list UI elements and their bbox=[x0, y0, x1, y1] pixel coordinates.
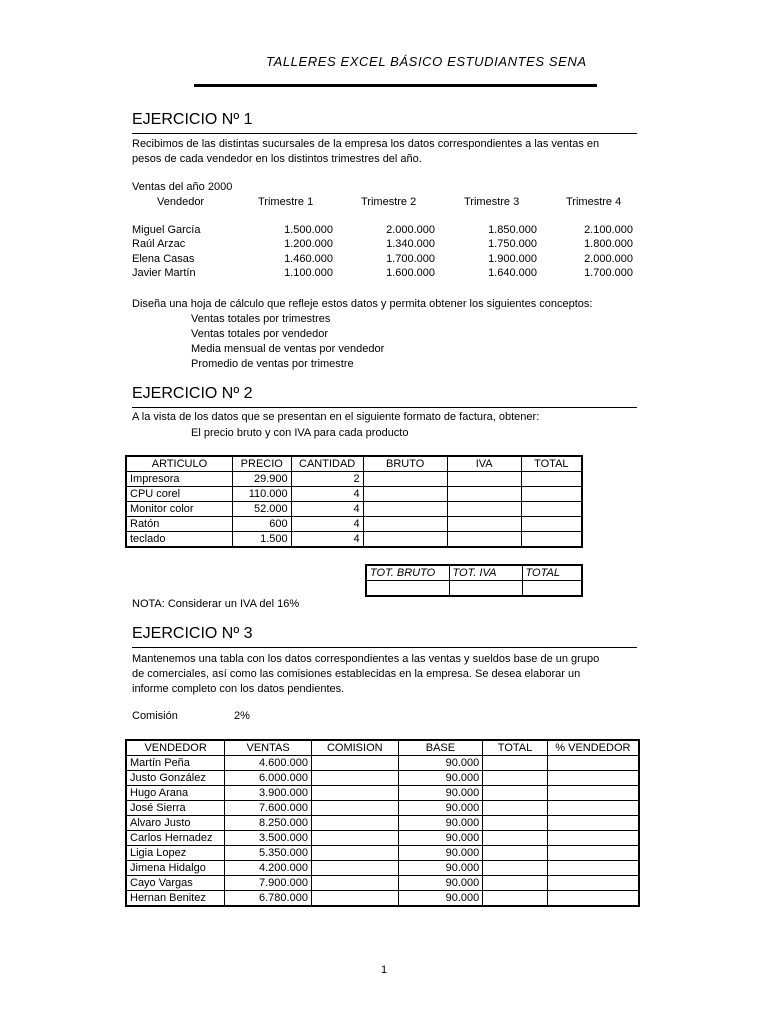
cell-porcentaje bbox=[547, 876, 639, 891]
cell-vendedor: Martín Peña bbox=[126, 756, 225, 771]
table-row bbox=[126, 891, 639, 907]
cell-base: 90.000 bbox=[398, 861, 483, 876]
list-item: Promedio de ventas por trimestre bbox=[191, 358, 354, 370]
cell-total bbox=[521, 517, 582, 532]
column-header-trimestre-2: Trimestre 2 bbox=[361, 196, 417, 208]
totals-header-bruto: TOT. BRUTO bbox=[366, 565, 449, 581]
total-cell bbox=[522, 581, 582, 597]
column-header-vendedor: Vendedor bbox=[157, 196, 205, 208]
cell-comision bbox=[311, 861, 398, 876]
cell-precio: 1.500 bbox=[232, 532, 291, 548]
table-header-row bbox=[126, 740, 639, 756]
table-row bbox=[126, 846, 639, 861]
sales-value: 1.800.000 bbox=[584, 238, 633, 250]
exercise-1-task: Diseña una hoja de cálculo que refleje estos datos y permita obtener los siguientes conceptos: bbox=[132, 298, 593, 310]
cell-iva bbox=[447, 517, 521, 532]
cell-base: 90.000 bbox=[398, 876, 483, 891]
cell-iva bbox=[447, 502, 521, 517]
column-header: TOTAL bbox=[521, 456, 582, 472]
table-row bbox=[126, 831, 639, 846]
cell-base: 90.000 bbox=[398, 846, 483, 861]
sales-value: 1.700.000 bbox=[584, 267, 633, 279]
table-row bbox=[126, 756, 639, 771]
table-row bbox=[126, 487, 582, 502]
seller-name: Javier Martín bbox=[132, 267, 196, 279]
cell-vendedor: Justo González bbox=[126, 771, 225, 786]
page-number: 1 bbox=[380, 964, 388, 976]
exercise-2-note: NOTA: Considerar un IVA del 16% bbox=[132, 598, 300, 610]
table-row bbox=[126, 517, 582, 532]
exercise-2-intro: A la vista de los datos que se presentan en el siguiente formato de factura, obtener: bbox=[132, 411, 540, 423]
cell-porcentaje bbox=[547, 801, 639, 816]
exercise-2-rule bbox=[132, 407, 637, 408]
total-bruto-cell bbox=[366, 581, 449, 597]
cell-bruto bbox=[363, 487, 447, 502]
column-header: VENDEDOR bbox=[126, 740, 225, 756]
exercise-1-intro-line-1: Recibimos de las distintas sucursales de la empresa los datos correspondientes a las ventas en bbox=[132, 138, 600, 150]
exercise-3-intro-line-2: de comerciales, así como las comisiones establecidas en la empresa. Se desea elaborar un bbox=[132, 668, 581, 680]
totals-header-total: TOTAL bbox=[522, 565, 582, 581]
column-header: BRUTO bbox=[363, 456, 447, 472]
column-header-trimestre-4: Trimestre 4 bbox=[566, 196, 622, 208]
cell-iva bbox=[447, 487, 521, 502]
sales-value: 1.460.000 bbox=[284, 253, 333, 265]
sales-value: 1.700.000 bbox=[386, 253, 435, 265]
column-header-trimestre-3: Trimestre 3 bbox=[464, 196, 520, 208]
cell-ventas: 3.900.000 bbox=[225, 786, 312, 801]
sales-value: 1.900.000 bbox=[488, 253, 537, 265]
cell-comision bbox=[311, 876, 398, 891]
cell-total bbox=[521, 472, 582, 487]
cell-vendedor: Ligia Lopez bbox=[126, 846, 225, 861]
cell-ventas: 7.600.000 bbox=[225, 801, 312, 816]
cell-vendedor: Hugo Arana bbox=[126, 786, 225, 801]
table-row bbox=[126, 876, 639, 891]
table-row bbox=[126, 502, 582, 517]
sales-value: 2.100.000 bbox=[584, 224, 633, 236]
cell-base: 90.000 bbox=[398, 831, 483, 846]
cell-base: 90.000 bbox=[398, 771, 483, 786]
cell-comision bbox=[311, 786, 398, 801]
cell-comision bbox=[311, 756, 398, 771]
cell-cantidad: 4 bbox=[291, 502, 363, 517]
seller-name: Elena Casas bbox=[132, 253, 195, 265]
seller-name: Miguel García bbox=[132, 224, 201, 236]
header-rule bbox=[194, 84, 597, 87]
cell-vendedor: Carlos Hernadez bbox=[126, 831, 225, 846]
total-iva-cell bbox=[449, 581, 522, 597]
table-row bbox=[126, 861, 639, 876]
cell-bruto bbox=[363, 532, 447, 548]
commission-value: 2% bbox=[234, 710, 250, 722]
cell-base: 90.000 bbox=[398, 801, 483, 816]
invoice-totals-table bbox=[365, 564, 583, 597]
column-header: PRECIO bbox=[232, 456, 291, 472]
column-header: CANTIDAD bbox=[291, 456, 363, 472]
table-row bbox=[126, 801, 639, 816]
cell-total bbox=[521, 487, 582, 502]
cell-total bbox=[483, 756, 548, 771]
cell-porcentaje bbox=[547, 756, 639, 771]
cell-ventas: 6.780.000 bbox=[225, 891, 312, 907]
totals-header-iva: TOT. IVA bbox=[449, 565, 522, 581]
cell-base: 90.000 bbox=[398, 786, 483, 801]
cell-cantidad: 4 bbox=[291, 517, 363, 532]
list-item: Media mensual de ventas por vendedor bbox=[191, 343, 385, 355]
cell-ventas: 5.350.000 bbox=[225, 846, 312, 861]
sales-value: 1.750.000 bbox=[488, 238, 537, 250]
sales-value: 2.000.000 bbox=[386, 224, 435, 236]
sales-value: 1.850.000 bbox=[488, 224, 537, 236]
cell-vendedor: Hernan Benitez bbox=[126, 891, 225, 907]
cell-ventas: 7.900.000 bbox=[225, 876, 312, 891]
cell-ventas: 8.250.000 bbox=[225, 816, 312, 831]
cell-iva bbox=[447, 532, 521, 548]
cell-total bbox=[483, 876, 548, 891]
exercise-2-sub: El precio bruto y con IVA para cada producto bbox=[191, 427, 409, 439]
cell-articulo: teclado bbox=[126, 532, 232, 548]
sales-year-label: Ventas del año 2000 bbox=[132, 181, 233, 193]
table-row bbox=[126, 786, 639, 801]
cell-total bbox=[521, 502, 582, 517]
cell-comision bbox=[311, 846, 398, 861]
cell-comision bbox=[311, 816, 398, 831]
cell-iva bbox=[447, 472, 521, 487]
exercise-3-rule bbox=[132, 647, 637, 648]
cell-base: 90.000 bbox=[398, 816, 483, 831]
sales-value: 1.600.000 bbox=[386, 267, 435, 279]
cell-base: 90.000 bbox=[398, 891, 483, 907]
totals-header-row bbox=[366, 565, 582, 581]
cell-total bbox=[483, 846, 548, 861]
exercise-3-intro-line-1: Mantenemos una tabla con los datos correspondientes a las ventas y sueldos base de un grupo bbox=[132, 653, 600, 665]
table-row bbox=[126, 816, 639, 831]
cell-precio: 110.000 bbox=[232, 487, 291, 502]
cell-cantidad: 4 bbox=[291, 532, 363, 548]
cell-articulo: Impresora bbox=[126, 472, 232, 487]
sales-value: 2.000.000 bbox=[584, 253, 633, 265]
table-row bbox=[126, 472, 582, 487]
cell-total bbox=[521, 532, 582, 548]
exercise-1-rule bbox=[132, 133, 637, 134]
cell-articulo: Monitor color bbox=[126, 502, 232, 517]
cell-ventas: 4.200.000 bbox=[225, 861, 312, 876]
sales-value: 1.340.000 bbox=[386, 238, 435, 250]
cell-porcentaje bbox=[547, 786, 639, 801]
sales-value: 1.640.000 bbox=[488, 267, 537, 279]
cell-articulo: Ratón bbox=[126, 517, 232, 532]
column-header: COMISION bbox=[311, 740, 398, 756]
cell-total bbox=[483, 786, 548, 801]
cell-bruto bbox=[363, 517, 447, 532]
cell-comision bbox=[311, 801, 398, 816]
exercise-2-title: EJERCICIO Nº 2 bbox=[132, 385, 253, 402]
totals-value-row bbox=[366, 581, 582, 597]
list-item: Ventas totales por trimestres bbox=[191, 313, 331, 325]
table-row bbox=[126, 532, 582, 548]
column-header: VENTAS bbox=[225, 740, 312, 756]
seller-name: Raúl Arzac bbox=[132, 238, 186, 250]
sales-value: 1.100.000 bbox=[284, 267, 333, 279]
cell-porcentaje bbox=[547, 846, 639, 861]
cell-porcentaje bbox=[547, 831, 639, 846]
exercise-1-items bbox=[191, 312, 384, 372]
cell-porcentaje bbox=[547, 891, 639, 907]
cell-porcentaje bbox=[547, 771, 639, 786]
sales-value: 1.200.000 bbox=[284, 238, 333, 250]
cell-total bbox=[483, 891, 548, 907]
commission-label: Comisión bbox=[132, 710, 178, 722]
cell-porcentaje bbox=[547, 861, 639, 876]
cell-precio: 600 bbox=[232, 517, 291, 532]
cell-vendedor: Jimena Hidalgo bbox=[126, 861, 225, 876]
exercise-3-intro-line-3: informe completo con los datos pendientes. bbox=[132, 683, 345, 695]
column-header: TOTAL bbox=[483, 740, 548, 756]
cell-vendedor: José Sierra bbox=[126, 801, 225, 816]
column-header: IVA bbox=[447, 456, 521, 472]
invoice-table bbox=[125, 455, 583, 548]
column-header: BASE bbox=[398, 740, 483, 756]
cell-comision bbox=[311, 891, 398, 907]
exercise-3-title: EJERCICIO Nº 3 bbox=[132, 625, 253, 642]
column-header-trimestre-1: Trimestre 1 bbox=[258, 196, 314, 208]
cell-cantidad: 2 bbox=[291, 472, 363, 487]
document-header-title: TALLERES EXCEL BÁSICO ESTUDIANTES SENA bbox=[266, 54, 587, 69]
cell-total bbox=[483, 861, 548, 876]
cell-bruto bbox=[363, 502, 447, 517]
cell-precio: 52.000 bbox=[232, 502, 291, 517]
column-header: % VENDEDOR bbox=[547, 740, 639, 756]
table-row bbox=[126, 771, 639, 786]
column-header: ARTICULO bbox=[126, 456, 232, 472]
cell-cantidad: 4 bbox=[291, 487, 363, 502]
cell-bruto bbox=[363, 472, 447, 487]
cell-ventas: 3.500.000 bbox=[225, 831, 312, 846]
exercise-1-intro-line-2: pesos de cada vendedor en los distintos trimestres del año. bbox=[132, 153, 422, 165]
cell-porcentaje bbox=[547, 816, 639, 831]
cell-vendedor: Cayo Vargas bbox=[126, 876, 225, 891]
cell-vendedor: Alvaro Justo bbox=[126, 816, 225, 831]
table-header-row bbox=[126, 456, 582, 472]
cell-total bbox=[483, 801, 548, 816]
cell-comision bbox=[311, 831, 398, 846]
exercise-1-title: EJERCICIO Nº 1 bbox=[132, 111, 253, 128]
commissions-table bbox=[125, 739, 640, 907]
list-item: Ventas totales por vendedor bbox=[191, 328, 328, 340]
cell-articulo: CPU corel bbox=[126, 487, 232, 502]
cell-total bbox=[483, 831, 548, 846]
cell-ventas: 4.600.000 bbox=[225, 756, 312, 771]
cell-total bbox=[483, 816, 548, 831]
cell-total bbox=[483, 771, 548, 786]
sales-value: 1.500.000 bbox=[284, 224, 333, 236]
cell-ventas: 6.000.000 bbox=[225, 771, 312, 786]
cell-base: 90.000 bbox=[398, 756, 483, 771]
cell-comision bbox=[311, 771, 398, 786]
cell-precio: 29.900 bbox=[232, 472, 291, 487]
